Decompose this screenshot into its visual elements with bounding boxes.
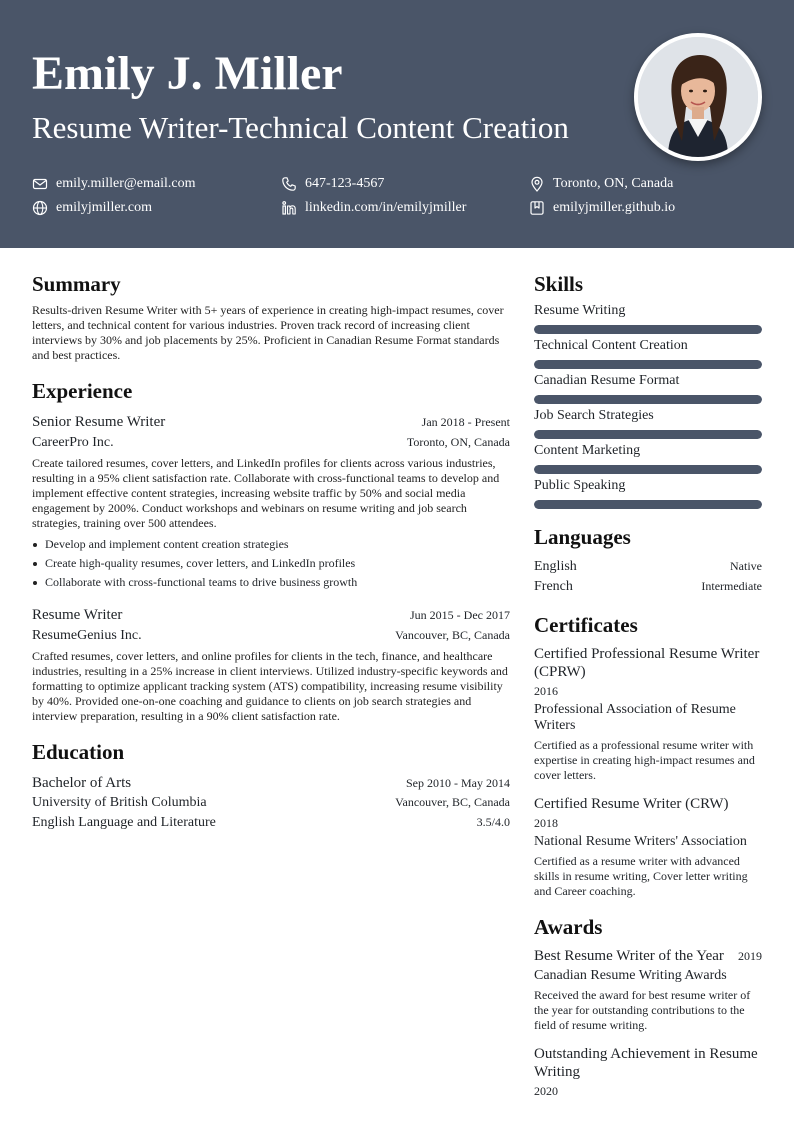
gpa: 3.5/4.0: [476, 815, 510, 829]
language-level: Native: [730, 559, 762, 573]
list-item: Collaborate with cross-functional teams to drive business growth: [32, 573, 510, 592]
certificate-description: Certified as a resume writer with advanced skills in resume writing, Cover letter writing and Career coaching.: [534, 854, 748, 898]
language-item: [534, 577, 762, 597]
mail-icon: [32, 176, 48, 192]
skills-list: [534, 302, 762, 509]
language-level: Intermediate: [701, 579, 762, 593]
job-title: Resume Writer-Technical Content Creation: [32, 110, 569, 145]
linkedin-icon: [281, 200, 297, 216]
job-title-2: Resume Writer: [32, 607, 123, 623]
language-item: [534, 557, 762, 577]
resume-header: [0, 0, 794, 248]
job-description-1: Create tailored resumes, cover letters, and LinkedIn profiles for clients across various industries, resulting in a 95% client satisfaction rate. Collaborate with cross-functional teams to develop and implement effective content strategies, increasing website traffic by 50% and social media engagement by 200%. Conduct workshops and webinars on resume writing and job search strategies, training over 500 attendees.: [32, 456, 500, 530]
skill-name: Technical Content Creation: [534, 338, 688, 353]
award-entry: [534, 1045, 762, 1099]
award-year: 2020: [534, 1084, 558, 1098]
skill-bar: [534, 465, 762, 474]
awards-heading: Awards: [534, 915, 603, 939]
linkedin-text: linkedin.com/in/emilyjmiller: [305, 200, 467, 215]
skill-bar: [534, 500, 762, 509]
skill-item: [534, 407, 762, 439]
skill-bar: [534, 395, 762, 404]
side-column: [534, 270, 762, 1099]
job-title-1: Senior Resume Writer: [32, 414, 166, 430]
field-of-study: English Language and Literature: [32, 815, 216, 830]
job-bullets-1: [32, 535, 510, 592]
job-location-2: Vancouver, BC, Canada: [395, 628, 510, 642]
certificate-title: Certified Resume Writer (CRW): [534, 796, 729, 812]
phone-text: 647-123-4567: [305, 176, 385, 191]
skill-item: [534, 372, 762, 404]
award-issuer: Canadian Resume Writing Awards: [534, 968, 727, 983]
contact-location: [529, 175, 673, 193]
certificate-issuer: National Resume Writers' Association: [534, 834, 747, 849]
degree: Bachelor of Arts: [32, 775, 132, 791]
education-entry: [32, 773, 510, 833]
award-title: Best Resume Writer of the Year: [534, 948, 724, 964]
skill-item: [534, 442, 762, 474]
language-name: French: [534, 579, 573, 594]
education-location: Vancouver, BC, Canada: [395, 795, 510, 809]
experience-entry: [32, 605, 510, 724]
certificate-entry: [534, 645, 762, 783]
contact-email[interactable]: [32, 175, 196, 193]
skill-bar-fill: [534, 500, 762, 509]
job-location-1: Toronto, ON, Canada: [406, 435, 510, 449]
contact-github[interactable]: [529, 199, 675, 217]
skill-bar: [534, 360, 762, 369]
github-text: emilyjmiller.github.io: [553, 200, 676, 215]
skill-bar-fill: [534, 325, 762, 334]
language-name: English: [534, 559, 577, 574]
contact-website[interactable]: [32, 199, 152, 217]
skill-bar-fill: [534, 395, 762, 404]
skill-name: Canadian Resume Format: [534, 373, 680, 388]
email-text: emily.miller@email.com: [56, 176, 196, 191]
company-2: ResumeGenius Inc.: [32, 628, 142, 643]
skill-item: [534, 477, 762, 509]
skill-bar-fill: [534, 465, 762, 474]
award-description: Received the award for best resume writer of the year for outstanding contributions to the field of resume writing.: [534, 988, 751, 1032]
skill-item: [534, 302, 762, 334]
phone-icon: [281, 176, 297, 192]
certificate-entry: [534, 795, 762, 899]
full-name: Emily J. Miller: [32, 47, 343, 100]
award-entry: [534, 947, 762, 1033]
languages-list: [534, 557, 762, 597]
certificate-year: 2018: [534, 816, 558, 830]
education-dates: Sep 2010 - May 2014: [406, 776, 510, 790]
certificate-description: Certified as a professional resume writer with expertise in creating high-impact resumes and cover letters.: [534, 738, 755, 782]
list-item: Create high-quality resumes, cover letters, and LinkedIn profiles: [32, 554, 510, 573]
certificate-title: Certified Professional Resume Writer (CPRW): [534, 646, 760, 680]
avatar: [634, 33, 762, 161]
location-text: Toronto, ON, Canada: [553, 176, 674, 191]
map-pin-icon: [529, 176, 545, 192]
skill-bar-fill: [534, 430, 762, 439]
bookmark-icon: [529, 200, 545, 216]
skill-bar: [534, 325, 762, 334]
profile-photo-icon: [638, 37, 758, 157]
skill-bar: [534, 430, 762, 439]
experience-entry: [32, 412, 510, 592]
experience-heading: Experience: [32, 379, 133, 403]
education-heading: Education: [32, 740, 125, 764]
certificate-year: 2016: [534, 684, 558, 698]
certificate-issuer: Professional Association of Resume Writers: [534, 702, 736, 733]
globe-icon: [32, 200, 48, 216]
skill-name: Public Speaking: [534, 478, 626, 493]
certificates-heading: Certificates: [534, 613, 638, 637]
summary-heading: Summary: [32, 272, 121, 296]
list-item: Develop and implement content creation strategies: [32, 535, 510, 554]
summary-text: Results-driven Resume Writer with 5+ years of experience in creating high-impact resumes, cover letters, and technical content for various industries. Proven track record of increasing client interviews by 30% and job placements by 25%. Proficient in Canadian Resume Format standards and best practices.: [32, 303, 504, 362]
job-description-2: Crafted resumes, cover letters, and online profiles for clients in the tech, finance, and healthcare industries, resulting in a 25% increase in client interviews. Utilized industry-specific keywords and formatting to optimize applicant tracking system (ATS) compatibility, increasing resume visibility by 40%. Provided one-on-one coaching and guidance to clients on job search strategies and interview preparation, resulting in a 90% client satisfaction rate.: [32, 649, 508, 723]
school: University of British Columbia: [32, 795, 207, 810]
website-text: emilyjmiller.com: [56, 200, 153, 215]
award-year: 2019: [738, 949, 762, 963]
contact-linkedin[interactable]: [281, 199, 466, 217]
skills-heading: Skills: [534, 272, 584, 296]
languages-heading: Languages: [534, 525, 631, 549]
skill-name: Content Marketing: [534, 443, 641, 458]
contact-phone[interactable]: [281, 175, 384, 193]
skill-bar-fill: [534, 360, 762, 369]
company-1: CareerPro Inc.: [32, 435, 114, 450]
skill-name: Resume Writing: [534, 303, 626, 318]
award-title: Outstanding Achievement in Resume Writing: [534, 1046, 758, 1080]
job-dates-2: Jun 2015 - Dec 2017: [410, 608, 510, 622]
job-dates-1: Jan 2018 - Present: [421, 415, 510, 429]
main-column: [32, 270, 510, 833]
skill-item: [534, 337, 762, 369]
skill-name: Job Search Strategies: [534, 408, 654, 423]
